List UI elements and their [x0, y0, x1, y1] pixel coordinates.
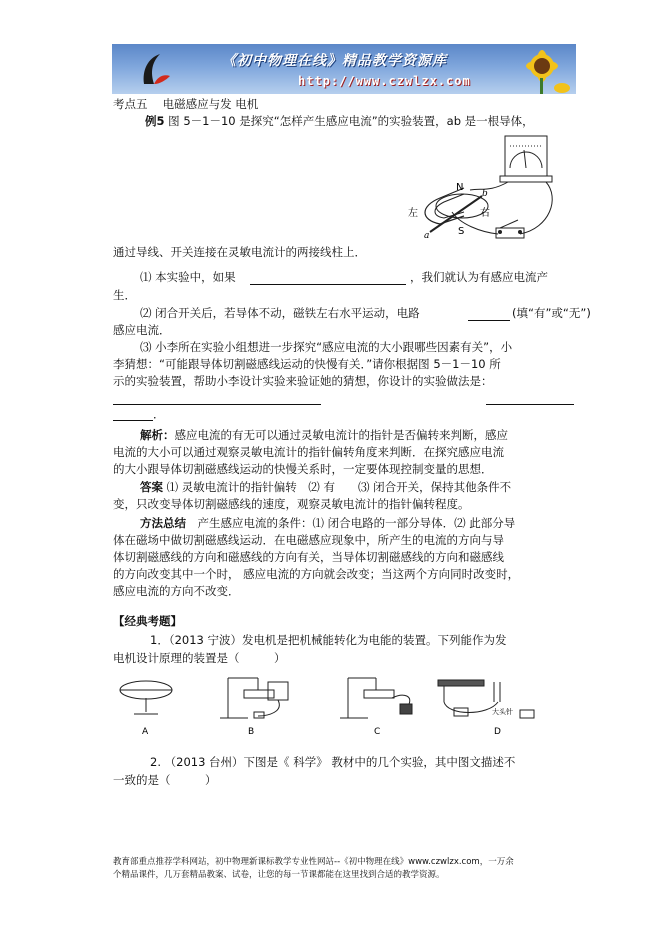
answer-line2: 变，只改变导体切割磁感线的速度，观察灵敏电流计的指针偏转程度。	[113, 497, 470, 511]
answer-line1	[140, 480, 511, 495]
option-c-label: C	[374, 727, 381, 737]
method-line1	[140, 516, 515, 531]
analysis-text1: 感应电流的有无可以通过灵敏电流计的指针是否偏转来判断，感应	[174, 428, 508, 442]
q2-answer-blank[interactable]	[468, 320, 510, 321]
options-figure	[108, 672, 553, 738]
q2-text-b: (填“有”或“无”)	[512, 306, 591, 320]
classic-q1-a: 1．（2013 宁波）发电机是把机械能转化为电能的装置。下列能作为发	[150, 633, 507, 647]
induction-apparatus-figure	[400, 128, 575, 246]
classic-heading: 【经典考题】	[113, 614, 182, 628]
method-text1: 产生感应电流的条件：⑴ 闭合电路的一部分导体．⑵ 此部分导	[186, 516, 516, 530]
example-label: 例5	[145, 114, 165, 128]
label-right: 右	[480, 208, 490, 219]
q3-text-c: 示的实验装置，帮助小李设计实验来验证她的猜想，你设计的实验做法是：	[113, 374, 493, 388]
option-d-label: D	[494, 727, 501, 737]
galvanometer-icon	[500, 136, 552, 182]
header-banner	[112, 44, 576, 94]
example-intro2: 通过导线、开关连接在灵敏电流计的两接线柱上．	[113, 245, 366, 259]
banner-url[interactable]: http://www.czwlzx.com	[298, 74, 471, 88]
classic-q2-a: 2. （2013 台州）下图是《 科学》 教材中的几个实验，其中图文描述不	[150, 755, 516, 769]
banner-title: 《初中物理在线》精品教学资源库	[222, 53, 447, 69]
q1-text-c: 生．	[113, 288, 136, 302]
section-heading: 考点五 电磁感应与发 电机	[113, 97, 259, 111]
classic-q2-b: 一致的是（ ）	[113, 773, 217, 787]
option-a-figure	[120, 681, 172, 737]
method-line3: 体切割磁感线的方向和磁感线的方向有关，当导体切割磁感线的方向和磁感线	[113, 550, 504, 564]
q2-text-a: ⑵ 闭合开关后，若导体不动，磁铁左右水平运动，电路	[140, 306, 420, 320]
option-d-figure	[438, 680, 534, 737]
analysis-label: 解析：	[140, 428, 175, 442]
example-intro1: 图 5－1－10 是探究“怎样产生感应电流”的实验装置，ab 是一根导体，	[168, 114, 534, 128]
classic-q1-b: 电机设计原理的装置是（ ）	[113, 651, 286, 665]
analysis-line2: 电流的大小可以通过观察灵敏电流计的指针偏转角度来判断．在探究感应电流	[113, 445, 504, 459]
label-left: 左	[408, 208, 418, 219]
method-line4: 的方向改变其中一个时， 感应电流的方向就会改变；当这两个方向同时改变时，	[113, 567, 520, 581]
q2-text-c: 感应电流．	[113, 323, 171, 337]
footer-line1: 教育部重点推荐学科网站，初中物理新课标教学专业性网站--《初中物理在线》www.czwlzx.com，一万余	[113, 857, 514, 867]
q1-answer-blank[interactable]	[250, 284, 406, 285]
q3-text-a: ⑶ 小李所在实验小组想进一步探究“感应电流的大小跟哪些因素有关”，小	[140, 340, 513, 354]
q3-text-b: 李猜想：“可能跟导体切割磁感线运动的快慢有关．”请你根据图 5－1－10 所	[113, 357, 501, 371]
option-b-figure	[220, 678, 288, 737]
option-d-pins-label: 大头针	[492, 708, 513, 716]
label-S: S	[458, 226, 465, 237]
u-magnet-icon	[425, 188, 488, 224]
footer-line2: 个精品课件，几万套精品教案、试卷，让您的每一节课都能在这里找到合适的教学资源。	[113, 870, 445, 880]
method-label: 方法总结	[140, 516, 186, 530]
sunflower-icon	[502, 44, 572, 94]
answer-text1: ⑴ 灵敏电流计的指针偏转 ⑵ 有 ⑶ 闭合开关，保持其他条件不	[166, 480, 512, 494]
q3-answer-blank-2[interactable]	[486, 404, 574, 405]
q3-answer-blank-1[interactable]	[113, 404, 321, 405]
example-intro-line1	[145, 114, 534, 129]
q3-answer-blank-3[interactable]	[113, 420, 153, 421]
option-c-figure	[340, 678, 412, 737]
label-b: b	[482, 189, 488, 199]
analysis-line1	[140, 428, 508, 443]
analysis-line3: 的大小跟导体切割磁感线运动的快慢关系时，一定要体现控制变量的思想．	[113, 462, 493, 476]
method-line5: 感应电流的方向不改变．	[113, 584, 240, 598]
q1-text-b: ，我们就认为有感应电流产	[410, 270, 548, 284]
label-a: a	[424, 231, 430, 241]
q1-text-a: ⑴ 本实验中，如果	[140, 270, 236, 284]
option-b-label: B	[248, 727, 255, 737]
method-line2: 体在磁场中做切割磁感线运动．在电磁感应现象中，所产生的电流的方向与导	[113, 533, 504, 547]
site-logo-icon	[138, 50, 174, 88]
answer-label: 答案	[140, 480, 163, 494]
option-a-label: A	[142, 727, 149, 737]
q3-text-d: ．	[153, 407, 165, 421]
switch-icon	[496, 220, 524, 238]
label-N: N	[456, 182, 464, 193]
